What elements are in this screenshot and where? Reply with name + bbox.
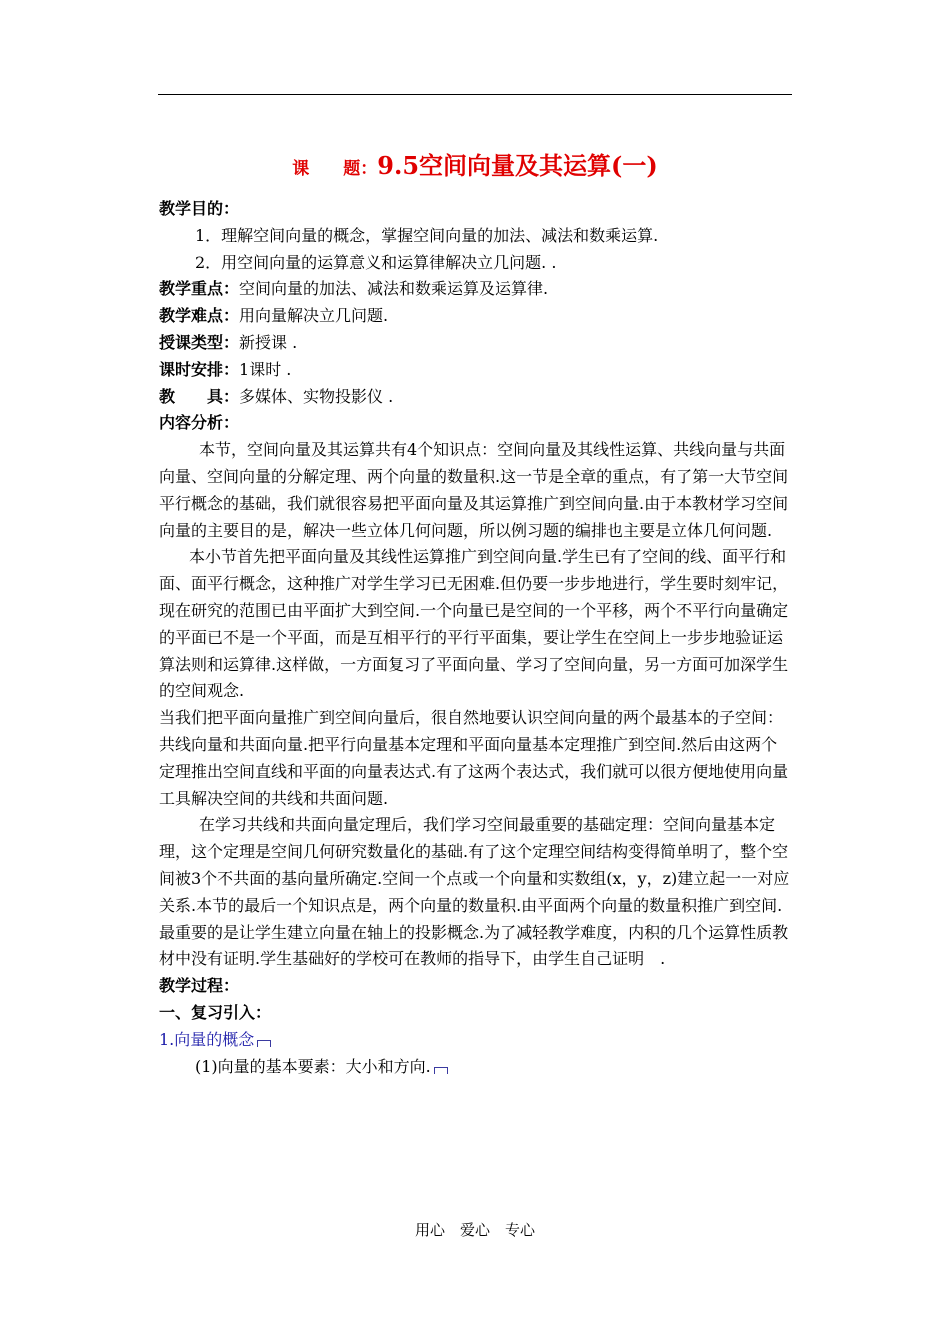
- concept-item-text: (1)向量的基本要素：大小和方向.: [195, 1056, 431, 1076]
- goal-item-1: 1．理解空间向量的概念，掌握空间向量的加法、减法和数乘运算.: [195, 225, 659, 245]
- difficulty-label: 教学难点：: [159, 306, 240, 326]
- page-footer: 用心 爱心 专心: [414, 1221, 535, 1239]
- analysis-heading: 内容分析：: [159, 413, 240, 433]
- process-heading: 教学过程：: [159, 976, 240, 996]
- goal-item-2: 2．用空间向量的运算意义和运算律解决立几问题. .: [195, 252, 557, 272]
- analysis-paragraph-2: 本小节首先把平面向量及其线性运算推广到空间向量.学生已有了空间的线、面平行和面、面平行概念，这种推广对学生学习已无困难.但仍要一步步地进行，学生要时刻牢记，现在研究的范围已由平面扩大到空间.一个向量已是空间的一个平移，两个不平行向量确定的平面已不是一个平面，而是互相平行的平行平面集，要让学生在空间上一步步地验证运算法则和运算律.这样做，一方面复习了平面向量、学习了空间向量，另一方面可加深学生的空间观念.: [159, 547, 789, 701]
- concept-item: [159, 1054, 793, 1081]
- title-text: 9.5空间向量及其运算(一): [377, 151, 658, 180]
- page-title: [158, 148, 792, 187]
- title-label: 课 题：: [292, 159, 378, 179]
- return-mark-icon: [434, 1067, 448, 1074]
- type-label: 授课类型：: [159, 332, 240, 352]
- key-label: 教学重点：: [159, 279, 240, 299]
- analysis-paragraph-1: 本节，空间向量及其运算共有4个知识点：空间向量及其线性运算、共线向量与共面向量、空间向量的分解定理、两个向量的数量积.这一节是全章的重点，有了第一大节空间平行概念的基础，我们就很容易把平面向量及其运算推广到空间向量.由于本教材学习空间向量的主要目的是，解决一些立体几何问题，所以例习题的编排也主要是立体几何问题.: [159, 440, 789, 540]
- hours-text: 1课时 .: [239, 359, 292, 379]
- hours-label: 课时安排：: [159, 359, 240, 379]
- key-points: [159, 276, 793, 303]
- review-heading: 一、复习引入：: [159, 1002, 272, 1022]
- header-rule: [158, 94, 792, 95]
- class-hours: [159, 357, 793, 384]
- goal-heading: 教学目的：: [159, 199, 240, 218]
- type-text: 新授课 .: [239, 332, 298, 352]
- analysis-paragraph-4: 在学习共线和共面向量定理后，我们学习空间最重要的基础定理：空间向量基本定理，这个定理是空间几何研究数量化的基础.有了这个定理空间结构变得简单明了，整个空间被3个不共面的基向量所确定.空间一个点或一个向量和实数组(x，y，z)建立起一一对应关系.本节的最后一个知识点是，两个向量的数量积.由平面两个向量的数量积推广到空间.最重要的是让学生建立向量在轴上的投影概念.为了减轻教学难度，内积的几个运算性质教材中没有证明.学生基础好的学校可在教师的指导下，由学生自己证明 .: [159, 815, 790, 969]
- concept-heading-text: 1.向量的概念: [159, 1029, 255, 1049]
- return-mark-icon: [257, 1040, 271, 1047]
- analysis-paragraph-3: 当我们把平面向量推广到空间向量后，很自然地要认识空间向量的两个最基本的子空间：共线向量和共面向量.把平行向量基本定理和平面向量基本定理推广到空间.然后由这两个定理推出空间直线和平面的向量表达式.有了这两个表达式，我们就可以很方便地使用向量工具解决空间的共线和共面问题.: [159, 708, 789, 808]
- difficulty: [159, 303, 793, 330]
- difficulty-text: 用向量解决立几问题.: [239, 306, 389, 326]
- document-body: [159, 196, 793, 1080]
- concept-heading: [159, 1027, 793, 1054]
- teaching-tools: [159, 384, 793, 411]
- lesson-type: [159, 330, 793, 357]
- key-text: 空间向量的加法、减法和数乘运算及运算律.: [239, 279, 549, 299]
- tools-label: 教 具：: [159, 386, 240, 406]
- tools-text: 多媒体、实物投影仪 .: [239, 386, 394, 406]
